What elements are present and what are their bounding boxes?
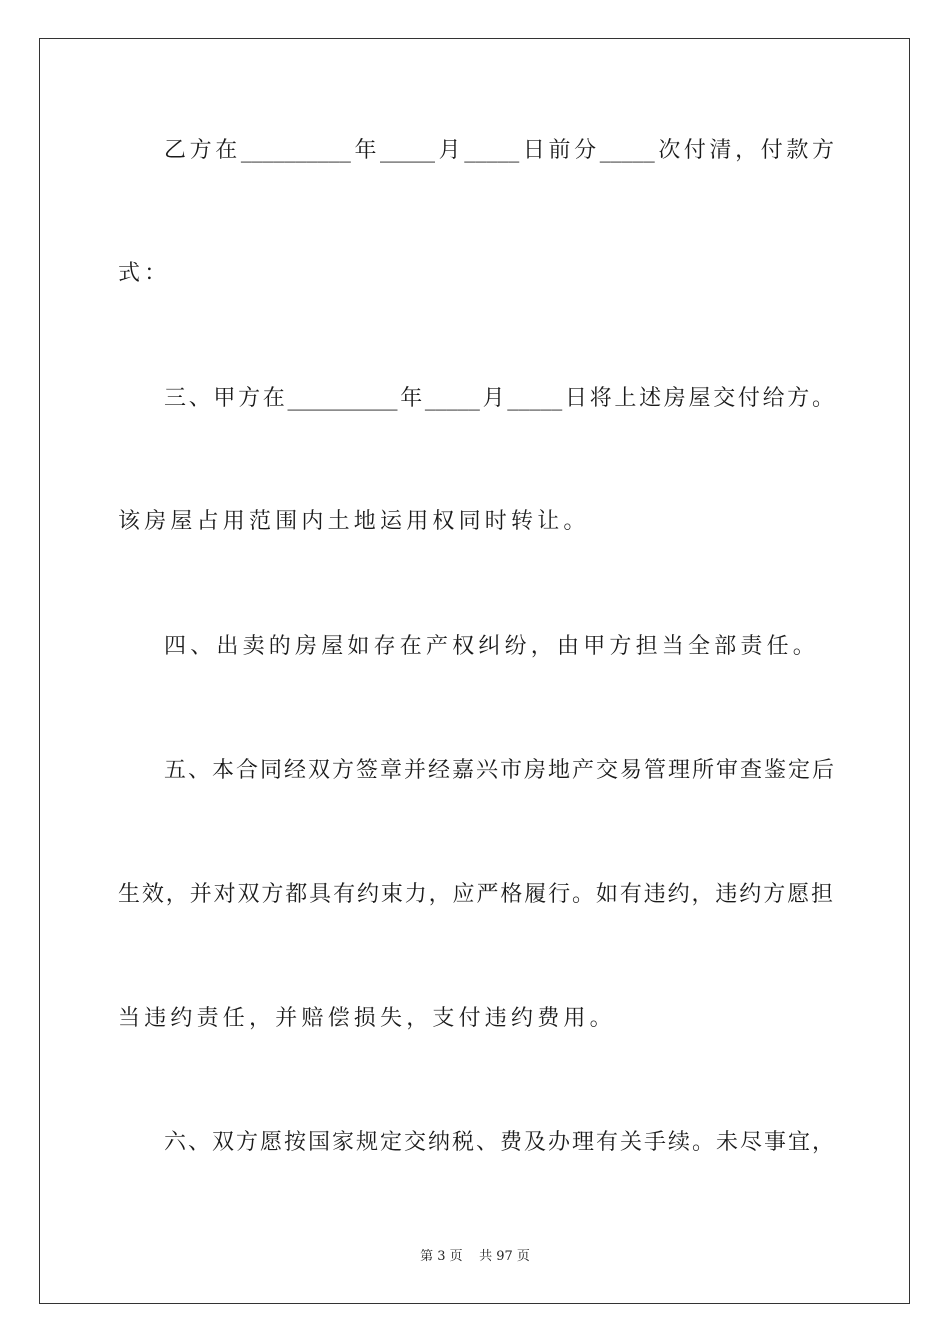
paragraph-line: 四、出卖的房屋如存在产权纠纷，由甲方担当全部责任。 [164, 634, 820, 659]
paragraph-line: 式： [118, 261, 171, 286]
paragraph-line: 乙方在__________年_____月_____日前分_____次付清，付款方 [164, 138, 834, 163]
paragraph-line: 三、甲方在__________年_____月_____日将上述房屋交付给方。 [164, 386, 834, 411]
page-number-footer: 第 3 页 共 97 页 [420, 1249, 530, 1264]
page-border [39, 38, 910, 1304]
paragraph-line: 生效，并对双方都具有约束力，应严格履行。如有违约，违约方愿担 [118, 882, 833, 907]
paragraph-line: 当违约责任，并赔偿损失，支付违约费用。 [118, 1006, 616, 1031]
paragraph-line: 六、双方愿按国家规定交纳税、费及办理有关手续。未尽事宜， [164, 1130, 834, 1155]
paragraph-line: 该房屋占用范围内土地运用权同时转让。 [118, 509, 590, 534]
paragraph-line: 五、本合同经双方签章并经嘉兴市房地产交易管理所审查鉴定后 [164, 758, 834, 783]
